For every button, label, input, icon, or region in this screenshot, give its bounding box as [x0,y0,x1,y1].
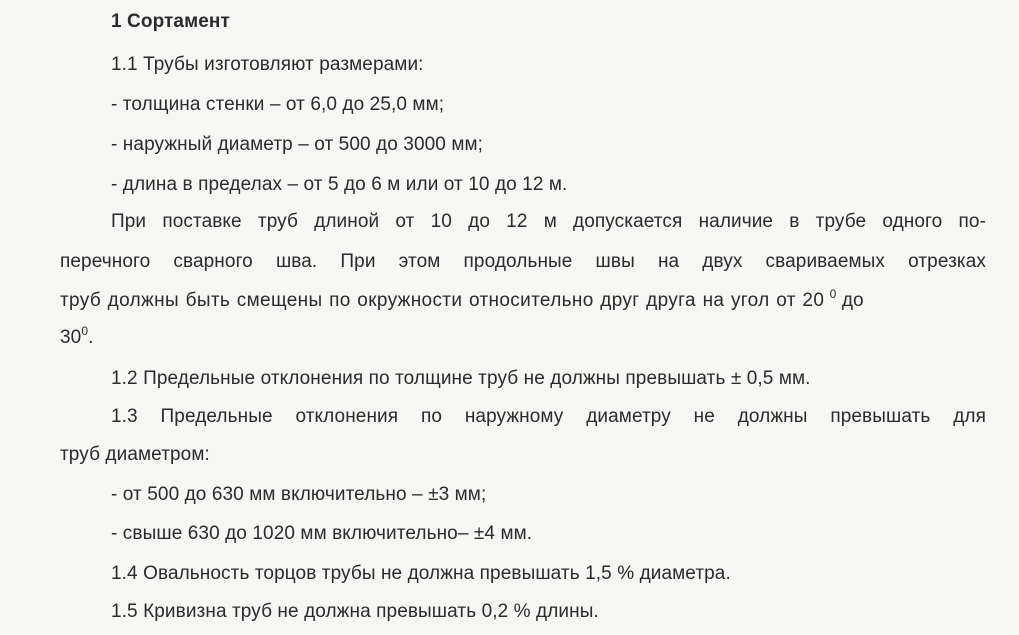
section-title: 1 Сортамент [111,11,230,32]
paragraph-1-3-line-2: труб диаметром: [60,444,210,465]
weld-paragraph-line-1: При поставке труб длиной от 10 до 12 м допускается наличие в трубе одного по- [111,211,986,232]
weld-paragraph-line-4 [60,326,94,350]
list-item-wall-thickness: - толщина стенки – от 6,0 до 25,0 мм; [111,94,445,115]
paragraph-1-1-intro: 1.1 Трубы изготовляют размерами: [111,54,424,75]
paragraph-1-3-line-1: 1.3 Предельные отклонения по наружному диаметру не должны превышать для [111,406,986,427]
list-item-500-630: - от 500 до 630 мм включительно – ±3 мм; [111,484,487,505]
paragraph-1-4: 1.4 Овальность торцов трубы не должна превышать 1,5 % диаметра. [111,563,731,584]
weld-paragraph-line-2: перечного сварного шва. При этом продольные швы на двух свариваемых отрезках [60,251,986,272]
list-item-outer-diameter: - наружный диаметр – от 500 до 3000 мм; [111,134,484,155]
weld-line-4-text: 30 [60,327,82,348]
paragraph-1-2: 1.2 Предельные отклонения по толщине труб не должны превышать ± 0,5 мм. [111,368,811,389]
paragraph-1-5: 1.5 Кривизна труб не должна превышать 0,2 % длины. [111,601,599,622]
weld-line-4-tail: . [88,327,94,348]
degree-superscript: 0 [829,287,837,301]
degree-superscript: 0 [81,324,89,338]
weld-line-3-text: труб должны быть смещены по окружности относительно друг друга на угол от 20 [60,290,825,311]
weld-line-3-tail: до [841,290,864,311]
weld-paragraph-line-3 [60,289,986,313]
list-item-length: - длина в пределах – от 5 до 6 м или от 10 до 12 м. [111,174,568,195]
list-item-630-1020: - свыше 630 до 1020 мм включительно– ±4 мм. [111,523,533,544]
